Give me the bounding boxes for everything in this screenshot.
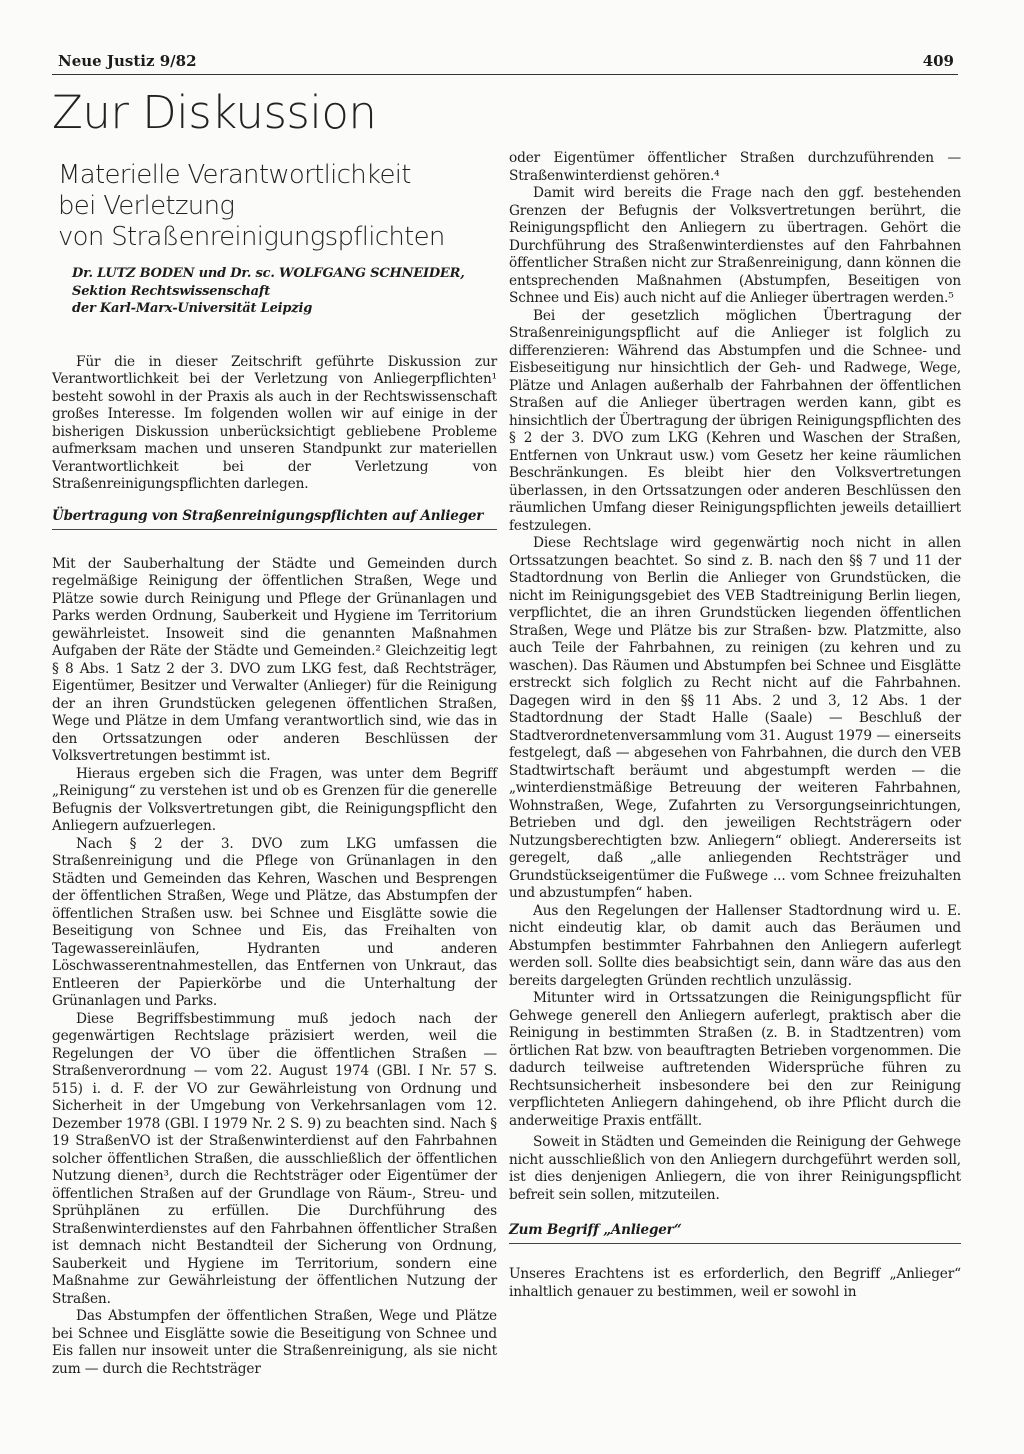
running-head [58,52,954,70]
body-paragraph: Mit der Sauberhaltung der Städte und Gemeinden durch regelmäßige Reinigung der öffentlichen Straßen, Wege und Plätze sowie durch Reinigung und Pflege der Grünanlagen und Parks werden Ordnung, Sauberkeit und Hygiene im Territorium gewährleistet. Insoweit sind die genannten Maßnahmen Aufgaben der Räte der Städte und Gemeinden.² Gleichzeitig legt § 8 Abs. 1 Satz 2 der 3. DVO zum LKG fest, daß Rechtsträger, Eigentümer, Besitzer und Verwalter (Anlieger) für die Reinigung der an ihren Grundstücken gelegenen öffentlichen Straßen, Wege und Plätze in dem Umfang verantwortlich sind, wie das in den Ortssatzungen oder anderen Beschlüssen der Volksvertretungen bestimmt ist. [52,555,497,764]
article-title-line: von Straßenreinigungspflichten [58,222,445,252]
body-paragraph: Mitunter wird in Ortssatzungen die Reinigungspflicht für Gehwege generell den Anliegern auferlegt, praktisch aber die Reinigung in bestimmten Straßen (z. B. in Stadtzentren) vom örtlichen Rat bzw. von beauftragten Betrieben vorgenommen. Die dadurch teilweise auftretenden Widersprüche führen zu Rechtsunsicherheit insbesondere bei den zur Reinigung verpflichteten Anliegern dahingehend, ob ihre Pflicht durch die anderweitige Praxis entfällt. [509,990,961,1129]
body-paragraph: Diese Begriffsbestimmung muß jedoch nach der gegenwärtigen Rechtslage präzisiert werden, weil die Regelungen der VO über die öffentlichen Straßen — Straßenverordnung — vom 22. August 1974 (GBl. I Nr. 57 S. 515) i. d. F. der VO zur Gewährleistung von Ordnung und Sicherheit in der Umgebung von Verkehrsanlagen vom 12. Dezember 1978 (GBl. I 1979 Nr. 2 S. 9) zu beachten sind. Nach § 19 StraßenVO ist der Straßenwinterdienst auf den Fahrbahnen solcher öffentlichen Straßen, die ausschließlich der öffentlichen Nutzung dienen³, durch die Rechtsträger oder Eigentümer der öffentlichen Straßen auf der Grundlage von Räum-, Streu- und Sprühplänen zu erfüllen. Die Durchführung des Straßenwinterdienstes auf den Fahrbahnen öffentlicher Straßen ist demnach nicht Bestandteil der Sicherung von Ordnung, Sauberkeit und Hygiene im Territorium, sondern eine Maßnahme zur Gewährleistung der öffentlichen Nutzung der Straßen. [52,1010,497,1307]
article-title-line: Materielle Verantwortlichkeit [58,160,411,190]
body-paragraph: Aus den Regelungen der Hallenser Stadtordnung wird u. E. nicht eindeutig klar, ob damit auch das Beräumen und Abstumpfen bestimmter Fahrbahnen den Anliegern auferlegt werden soll. Sollte dies beabsichtigt sein, dann wäre das aus den bereits dargelegten Gründen rechtlich unzulässig. [509,902,961,989]
page-number: 409 [922,52,954,70]
intro-paragraph: Für die in dieser Zeitschrift geführte Diskussion zur Verantwortlichkeit bei der Verletzung von Anliegerpflichten¹ besteht sowohl in der Praxis als auch in der Rechtswissenschaft großes Interesse. Im folgenden wollen wir auf einige in der bisherigen Diskussion unberücksichtigt gebliebene Probleme aufmerksam machen und unseren Standpunkt zur materiellen Verantwortlichkeit bei der Verletzung von Straßenreinigungspflichten darlegen. [52,353,497,492]
body-paragraph: Nach § 2 der 3. DVO zum LKG umfassen die Straßenreinigung und die Pflege von Grünanlagen in den Städten und Gemeinden das Kehren, Waschen und Besprengen der öffentlichen Straßen, Wege und Plätze, das Abstumpfen der öffentlichen Straßen usw. bei Schnee und Eisglätte sowie die Beseitigung von Schnee und Eis, das Freihalten von Tagewassereinläufen, Hydranten und anderen Löschwasserentnahmestellen, das Entfernen von Unkraut, das Entleeren der Papierkörbe und die Unterhaltung der Grünanlagen und Parks. [52,835,497,1009]
body-paragraph: Unseres Erachtens ist es erforderlich, den Begriff „Anlieger“ inhaltlich genauer zu bestimmen, weil er sowohl in [509,1266,961,1300]
body-paragraph: Diese Rechtslage wird gegenwärtig noch nicht in allen Ortssatzungen beachtet. So sind z. B. nach den §§ 7 und 11 der Stadtordnung von Berlin die Anlieger von Grundstücken, die nicht im Reinigungsgebiet des VEB Stadtreinigung Berlin liegen, verpflichtet, die an ihren Grundstücken liegenden öffentlichen Straßen, Wege und Plätze bis zur Straßen- bzw. Platzmitte, also auch Teile der Fahrbahnen, zu reinigen (zu kehren und zu waschen). Das Räumen und Abstumpfen bei Schnee und Eisglätte erstreckt sich folglich zu Recht nicht auf die Fahrbahnen. Dagegen wird in den §§ 11 Abs. 2 und 3, 12 Abs. 1 der Stadtordnung der Stadt Halle (Saale) — Beschluß der Stadtverordnetenversammlung vom 31. August 1979 — einerseits festgelegt, daß — abgesehen von Fahrbahnen, die durch den VEB Stadtwirtschaft beräumt und abgestumpft werden — die „winterdienstmäßige Betreuung der weiteren Fahrbahnen, Wohnstraßen, Wege, Zufahrten zu Versorgungseinrichtungen, Betrieben und dgl. den jeweiligen Rechtsträgern oder Nutzungsberechtigten bzw. Anliegern“ obliegt. Andererseits ist geregelt, daß „alle anliegenden Rechtsträger und Grundstückseigentümer die Fußwege ... vom Schnee freizuhalten und abzustumpfen“ haben. [509,535,961,901]
subheading-transfer: Übertragung von Straßenreinigungspflichten auf Anlieger [52,508,497,530]
journal-issue: Neue Justiz 9/82 [58,52,197,70]
body-paragraph: oder Eigentümer öffentlicher Straßen durchzuführenden — Straßenwinterdienst gehören.⁴ [509,150,961,184]
byline-section: Sektion Rechtswissenschaft [72,283,271,299]
body-paragraph: Damit wird bereits die Frage nach den ggf. bestehenden Grenzen der Befugnis der Volksvertretungen berührt, die Reinigungspflicht den Anliegern zu übertragen. Gehört die Durchführung des Straßenwinterdienstes auf den Fahrbahnen öffentlicher Straßen nicht zur Straßenreinigung, dann können die entsprechenden Maßnahmen (Abstumpfen, Beseitigen von Schnee und Eis) auch nicht auf die Anlieger übertragen werden.⁵ [509,185,961,306]
body-paragraph: Soweit in Städten und Gemeinden die Reinigung der Gehwege nicht ausschließlich von den Anliegern durchgeführt werden soll, ist dies denjenigen Anliegern, die von ihrer Reinigungspflicht befreit sein sollen, mitzuteilen. [509,1134,961,1203]
body-paragraph: Hieraus ergeben sich die Fragen, was unter dem Begriff „Reinigung“ zu verstehen ist und ob es Grenzen für die generelle Befugnis der Volksvertretungen gibt, die Reinigungspflicht den Anliegern aufzuerlegen. [52,765,497,834]
body-paragraph: Bei der gesetzlich möglichen Übertragung der Straßenreinigungspflicht auf die Anlieger ist folglich zu differenzieren: Während das Abstumpfen und die Schnee- und Eisbeseitigung nur hinsichtlich der Geh- und Radwege, Wege, Plätze und Anlagen außerhalb der Fahrbahnen der öffentlichen Straßen auf die Anlieger übertragen werden kann, gibt es hinsichtlich der Übertragung der übrigen Reinigungspflichten des § 2 der 3. DVO zum LKG (Kehren und Waschen der Straßen, Entfernen von Unkraut usw.) vom Gesetz her keine räumlichen Beschränkungen. Es bleibt hier den Volksvertretungen überlassen, in den Ortssatzungen oder anderen Beschlüssen den räumlichen Umfang dieser Reinigungspflichten jeweils detailliert festzulegen. [509,307,961,534]
byline-university: der Karl-Marx-Universität Leipzig [72,301,313,316]
right-body-final [509,1266,961,1301]
article-title [58,160,497,253]
section-title: Zur Diskussion [52,86,377,139]
article-title-line: bei Verletzung [58,191,235,221]
byline [72,265,497,318]
left-column [52,150,497,1378]
left-body [52,556,497,1379]
header-rule [52,74,958,75]
intro [52,354,497,494]
right-column [509,150,961,1301]
body-paragraph: Das Abstumpfen der öffentlichen Straßen, Wege und Plätze bei Schnee und Eisglätte sowie die Beseitigung von Schnee und Eis fallen nur insoweit unter die Straßenreinigung, als sie nicht zum — durch die Rechtsträger [52,1308,497,1377]
right-body [509,150,961,1204]
subheading-anlieger: Zum Begriff „Anlieger“ [509,1222,961,1244]
byline-authors: Dr. LUTZ BODEN und Dr. sc. WOLFGANG SCHNEIDER, [72,266,465,281]
